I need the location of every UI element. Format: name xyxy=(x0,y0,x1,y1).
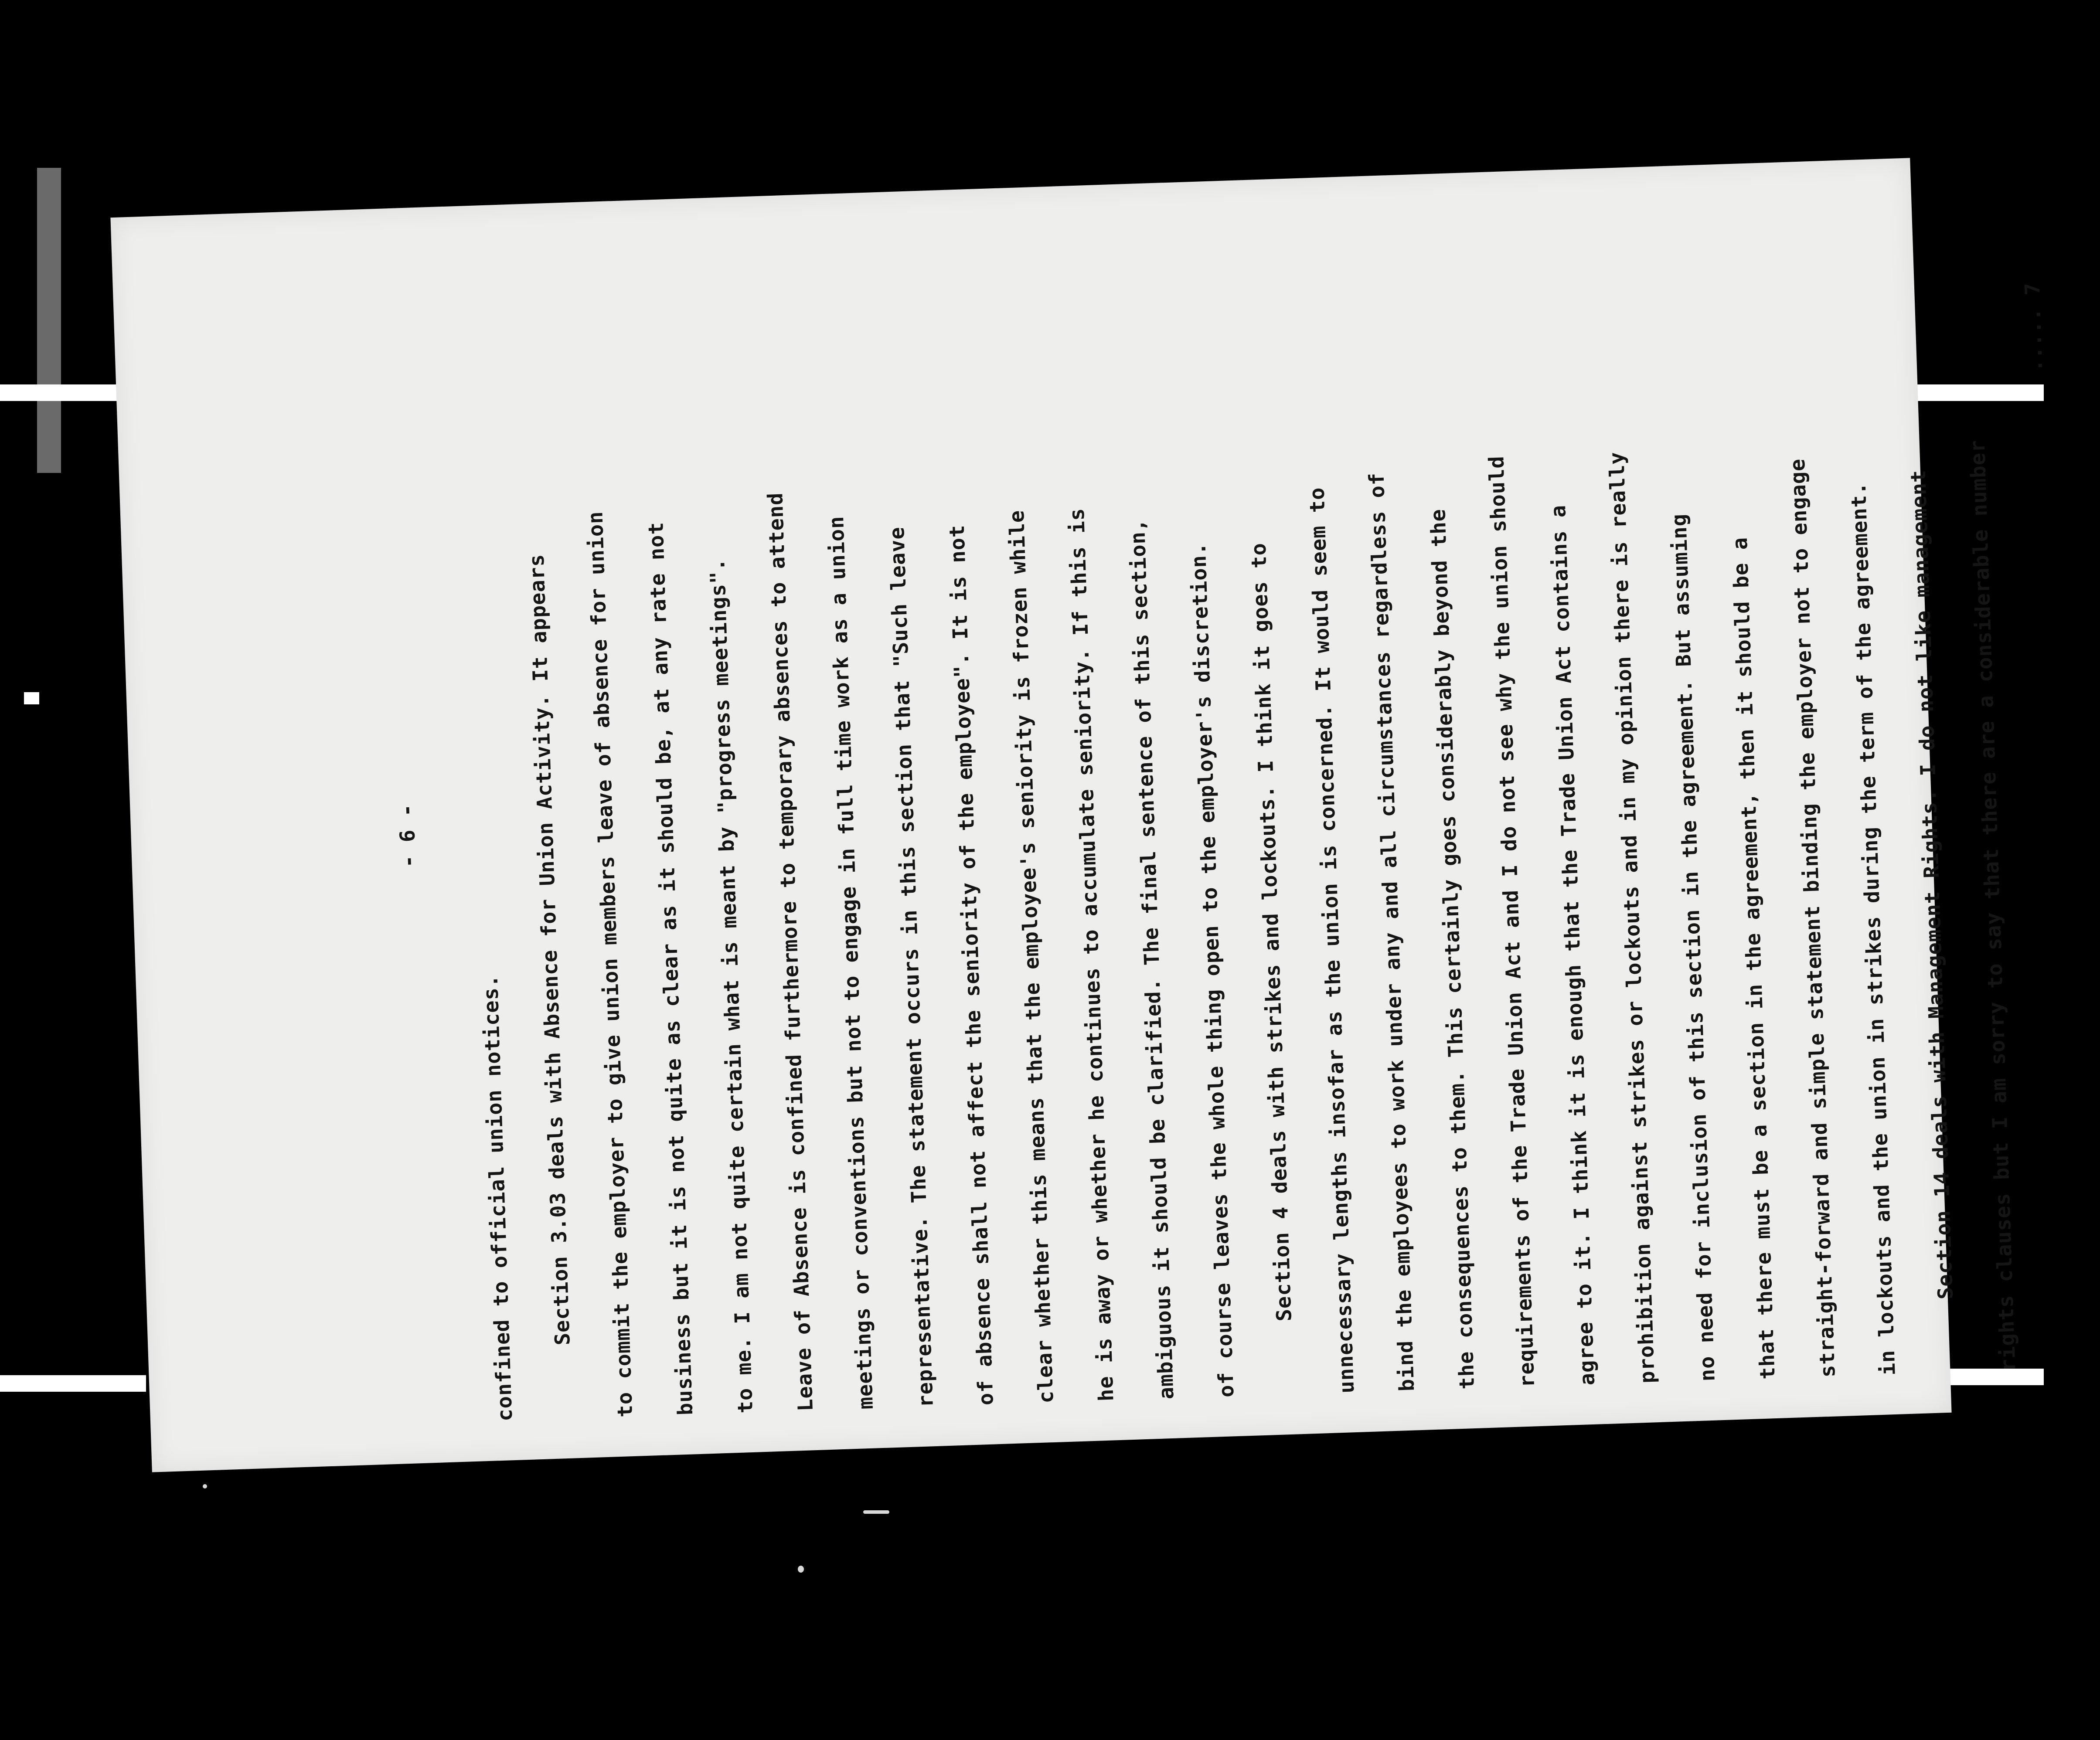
text-line: requirements of the Trade Union Act and I do not see why the union should xyxy=(1484,455,1540,1388)
film-edge-strip xyxy=(37,168,61,473)
text-line: of course leaves the whole thing open to the employer's discretion. xyxy=(1186,542,1239,1398)
text-line: that there must be a section in the agreement, then it should be a xyxy=(1728,537,1780,1380)
text-line: business but it is not quite as clear as it should be, at any rate not xyxy=(644,521,698,1416)
text-line: of absence shall not affect the seniority of the employee". It is not xyxy=(945,524,998,1406)
text-line: rights clauses but I am sorry to say that there are a considerable number xyxy=(1965,439,2021,1372)
dust-speck xyxy=(863,1510,889,1514)
film-mark-left-middle xyxy=(24,692,39,704)
text-line: Section 14 deals with Management Rights. I do not like management xyxy=(1906,469,1958,1300)
text-line: Leave of Absence is confined furthermore to temporary absences to attend xyxy=(763,492,818,1412)
text-line: to me. I am not quite certain what is meant by "progress meetings". xyxy=(705,557,758,1414)
text-line: meetings or conventions but not to engage in full time work as a union xyxy=(824,515,878,1410)
film-mark-left-top xyxy=(0,384,133,401)
text-line: to commit the employer to give union members leave of absence for union xyxy=(583,510,638,1418)
text-line: Section 3.03 deals with Absence for Union Activity. It appears xyxy=(524,553,575,1346)
text-line: he is away or whether he continues to accumulate seniority. If this is xyxy=(1065,507,1119,1402)
text-line: ambiguous it should be clarified. The final sentence of this section, xyxy=(1125,518,1179,1400)
dust-speck xyxy=(203,1484,207,1489)
continuation-marker: ..... 7 xyxy=(2020,282,2048,372)
text-line: Section 4 deals with strikes and lockouts. I think it goes to xyxy=(1246,542,1297,1322)
text-line: representative. The statement occurs in this section that "Such leave xyxy=(885,526,938,1408)
text-line: in lockouts and the union in strikes during the term of the agreement. xyxy=(1846,481,1900,1376)
page-number: - 6 - xyxy=(395,803,421,868)
page-text-block xyxy=(367,206,2048,1425)
text-line: the consequences to them. This certainly goes considerably beyond the xyxy=(1426,508,1480,1390)
text-line: prohibition against strikes or lockouts and in my opinion there is really xyxy=(1605,451,1660,1384)
text-line: agree to it. I think it is enough that the Trade Union Act contains a xyxy=(1546,504,1600,1386)
text-line: unnecessary lengths insofar as the union is concerned. It would seem to xyxy=(1305,486,1359,1394)
text-line: no need for inclusion of this section in the agreement. But assuming xyxy=(1667,513,1720,1382)
dust-speck xyxy=(798,1566,804,1573)
document-page xyxy=(110,158,2048,1472)
text-line: clear whether this means that the employee's seniority is frozen while xyxy=(1004,510,1059,1404)
film-mark-left-bottom xyxy=(0,1375,146,1392)
text-line: bind the employees to work under any and all circumstances regardless of xyxy=(1365,472,1419,1392)
text-line: confined to official union notices. xyxy=(478,974,517,1422)
text-line: straight-forward and simple statement binding the employer not to engage xyxy=(1785,458,1840,1378)
